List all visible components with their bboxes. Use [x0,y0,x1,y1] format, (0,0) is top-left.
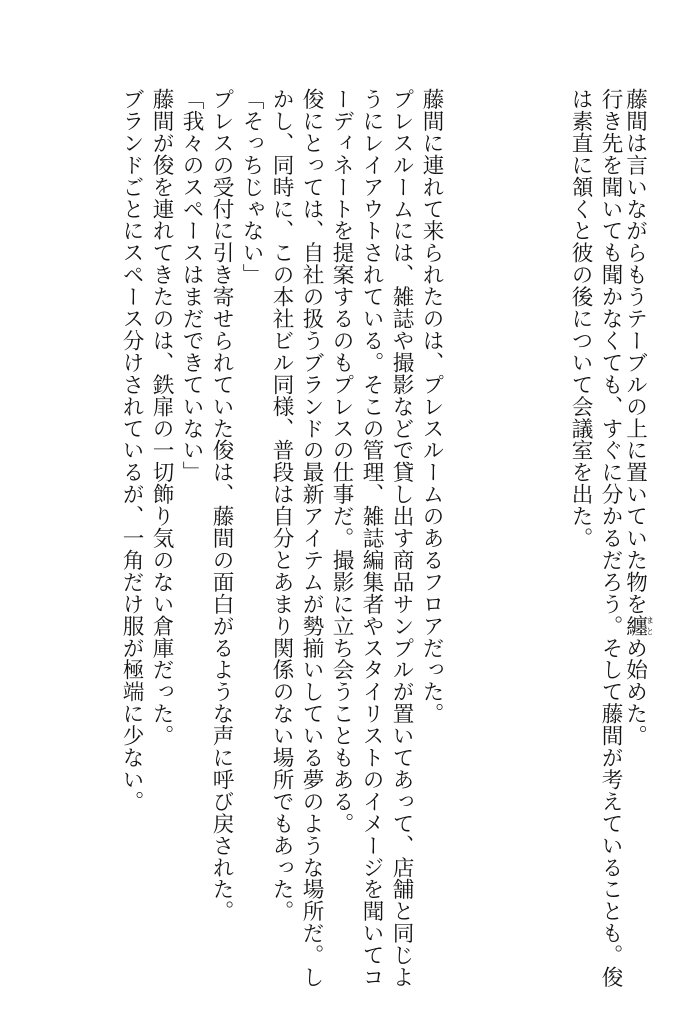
text-line [622,88,655,747]
text-line: 行き先を聞いても聞かなくても、すぐに分かるだろう。そして藤間が考えていることも。俊 [598,88,623,988]
text-line: は素直に頷くと彼の後について会議室を出た。 [568,88,593,549]
text-line: うにレイアウトされている。そこの管理、雑誌編集者やスタイリストのイメージを聞いてコ [359,88,384,988]
text-line: ブランドごとにスペース分けされているが、一角だけ服が極端に少ない。 [119,88,144,813]
ruby-base: 纏 [622,614,648,637]
text-line: 「我々のスペースはまだできていない」 [179,88,204,484]
text-line: 「そっちじゃない」 [239,88,264,286]
text-line-part: 藤間は言いながらもうテーブルの上に置いていた物を [622,88,648,615]
text-line: プレスの受付に引き寄せられていた俊は、藤間の面白がるような声に呼び戻された。 [209,88,234,923]
text-line: ーディネートを提案するのもプレスの仕事だ。撮影に立ち会うこともある。 [329,88,354,835]
text-line: プレスルームには、雑誌や撮影などで貸し出す商品サンプルが置いてあって、店舗と同じよ [389,88,414,988]
text-line: 藤間に連れて来られたのは、プレスルームのあるフロアだった。 [419,88,444,725]
text-line: 藤間が俊を連れてきたのは、鉄扉の一切飾り気のない倉庫だった。 [149,88,174,747]
ruby-word [622,614,655,637]
text-line-part: め始めた。 [622,636,648,747]
text-line: かし、同時に、この本社ビル同様、普段は自分とあまり関係のない場所でもあった。 [269,88,294,923]
text-line: 俊にとっては、自社の扱うブランドの最新アイテムが勢揃いしている夢のような場所だ。し [299,88,324,988]
ruby-reading: まと [645,614,655,637]
